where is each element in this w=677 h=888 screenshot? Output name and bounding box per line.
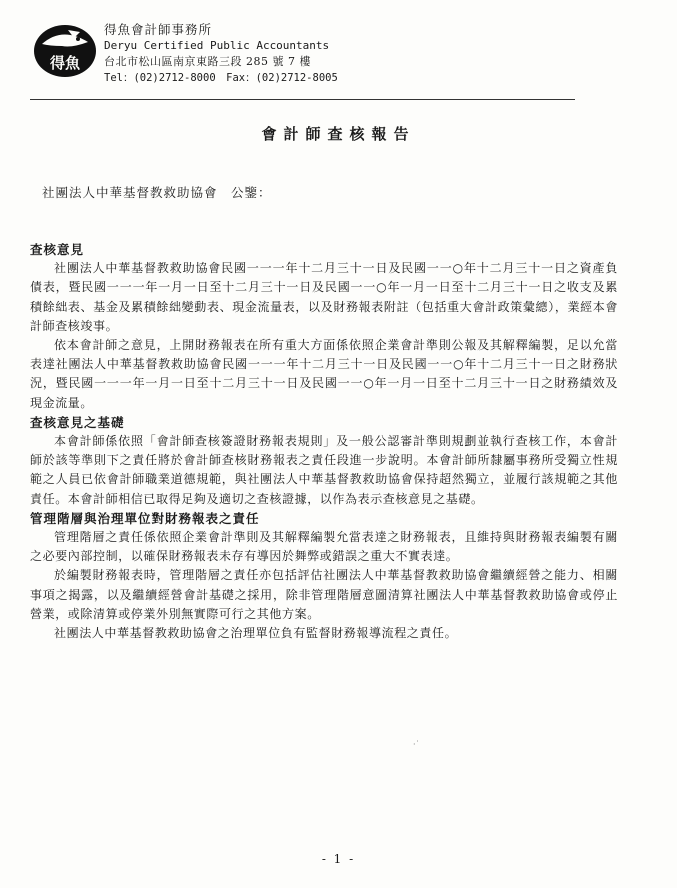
addressee-line: 社團法人中華基督教救助協會 公鑒： — [42, 185, 272, 200]
section-heading-opinion: 查核意見 — [30, 242, 85, 257]
paragraph: 管理階層之責任係依照企業會計準則及其解釋編製允當表達之財務報表，且維持與財務報表編製有關之必要內部控制，以確保財務報表未存有導因於舞弊或錯誤之重大不實表達。 — [30, 530, 618, 564]
logo-lettering: 得魚 — [49, 54, 81, 72]
firm-logo — [32, 22, 98, 80]
scan-speck: ·˙ — [413, 740, 420, 749]
section-heading-basis: 查核意見之基礎 — [30, 414, 125, 430]
report-title: 會計師查核報告 — [261, 125, 416, 143]
firm-contact: Tel：(02)2712-8000 Fax：(02)2712-8005 — [104, 72, 338, 84]
header-divider — [30, 99, 575, 100]
firm-name-cn: 得魚會計師事務所 — [104, 22, 213, 37]
firm-name-en: Deryu Certified Public Accountants — [104, 39, 330, 52]
paragraph: 於編製財務報表時，管理階層之責任亦包括評估社團法人中華基督教救助協會繼續經營之能力、相關事項之揭露，以及繼續經營會計基礎之採用，除非管理階層意圖清算社團法人中華基督教救助協會或停止營業，或除清算或停業外別無實際可行之其他方案。 — [30, 568, 618, 621]
report-body — [30, 240, 618, 643]
fish-logo-icon — [32, 22, 98, 80]
paragraph: 社團法人中華基督教救助協會之治理單位負有監督財務報導流程之責任。 — [54, 626, 458, 641]
page-number: - 1 - — [321, 852, 356, 866]
letterhead — [104, 22, 338, 86]
paragraph: 依本會計師之意見，上開財務報表在所有重大方面係依照企業會計準則公報及其解釋編製，足以允當表達社團法人中華基督教救助協會民國一一一年十二月三十一日及民國一一○年十二月三十一日之財務狀況，暨民國一一一年一月一日至十二月三十一日及民國一一○年一月一日至十二月三十一日之財務績效及現金流量。 — [30, 338, 618, 410]
paragraph: 社團法人中華基督教救助協會民國一一一年十二月三十一日及民國一一○年十二月三十一日之資產負債表，暨民國一一一年一月一日至十二月三十一日及民國一一○年一月一日至十二月三十一日之收支及累積餘絀表、基金及累積餘絀變動表、現金流量表，以及財務報表附註（包括重大會計政策彙總），業經本會計師查核竣事。 — [30, 261, 618, 333]
paragraph: 本會計師係依照「會計師查核簽證財務報表規則」及一般公認審計準則規劃並執行查核工作，本會計師於該等準則下之責任將於會計師查核財務報表之責任段進一步說明。本會計師所隸屬事務所受獨立性規範之人員已依會計師職業道德規範，與社團法人中華基督教救助協會保持超然獨立，並履行該規範之其他責任。本會計師相信已取得足夠及適切之查核證據，以作為表示查核意見之基礎。 — [30, 434, 618, 506]
firm-address: 台北市松山區南京東路三段 285 號 7 樓 — [104, 55, 311, 68]
section-heading-responsibilities: 管理階層與治理單位對財務報表之責任 — [30, 510, 260, 526]
